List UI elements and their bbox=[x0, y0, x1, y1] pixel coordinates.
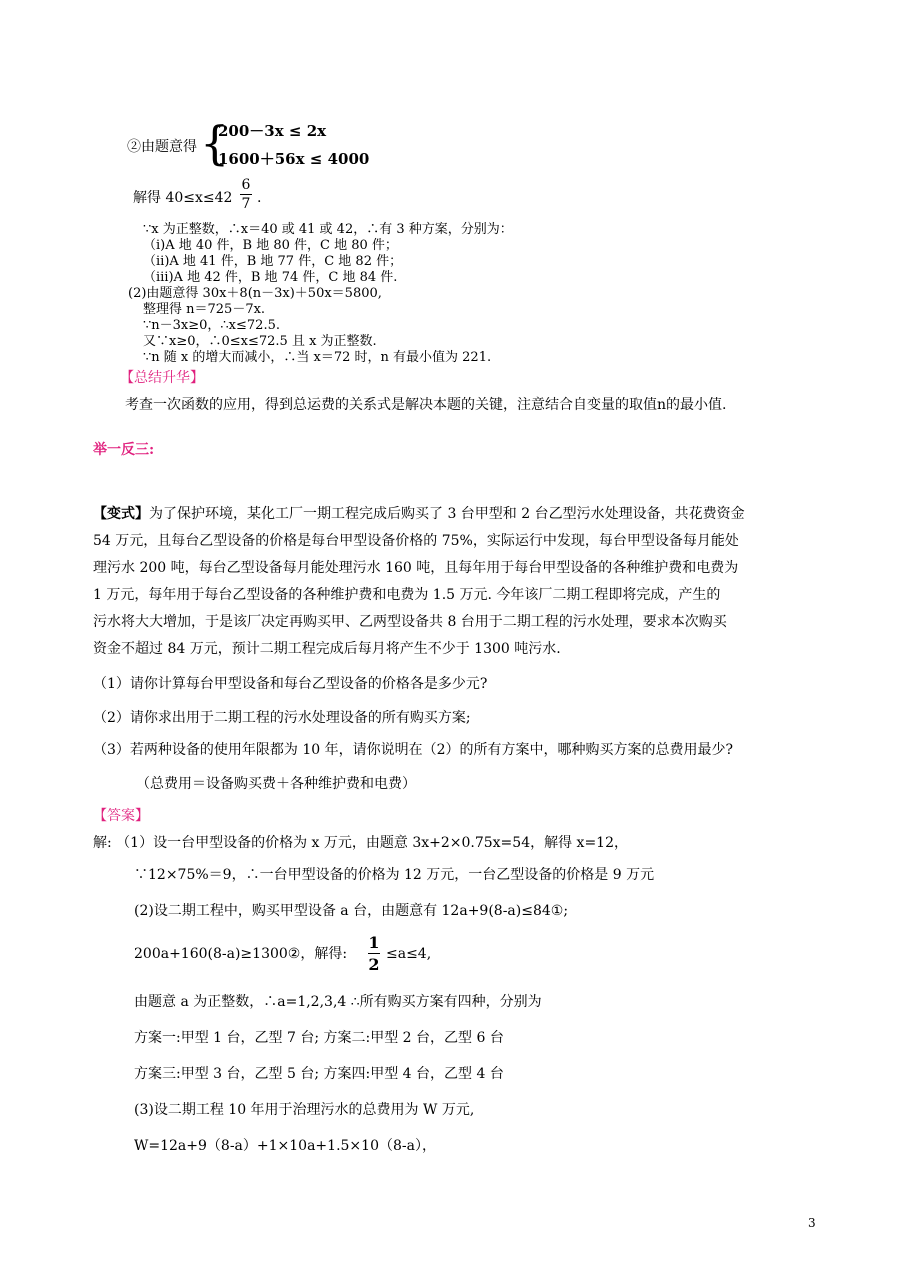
answer-line-2: ∵12×75%＝9，∴一台甲型设备的价格为 12 万元，一台乙型设备的价格是 9 万元 bbox=[134, 867, 655, 883]
fraction-numerator: 6 bbox=[241, 177, 251, 193]
variant-line-5: 污水将大大增加，于是该厂决定再购买甲、乙两型设备共 8 台用于二期工程的污水处理，要求本次购买 bbox=[93, 614, 727, 630]
fraction-denominator: 2 bbox=[368, 955, 380, 974]
answer-line-1: 解: （1）设一台甲型设备的价格为 x 万元，由题意 3x+2×0.75x=54，解得 x=12， bbox=[93, 835, 628, 851]
fraction-numerator: 1 bbox=[368, 933, 380, 952]
answer-line-5: 由题意 a 为正整数，∴a=1,2,3,4 ∴所有购买方案有四种，分别为 bbox=[134, 994, 542, 1010]
summary-text: 考查一次函数的应用，得到总运费的关系式是解决本题的关键，注意结合自变量的取值n的最小值. bbox=[125, 397, 727, 413]
answer-line-9: W=12a+9（8-a）+1×10a+1.5×10（8-a）， bbox=[134, 1138, 436, 1154]
question-2: （2）请你求出用于二期工程的污水处理设备的所有购买方案; bbox=[93, 710, 471, 726]
equation-2: (2)由题意得 30x＋8(n－3x)＋50x＝5800, bbox=[128, 286, 382, 301]
answer-line-4: 200a+160(8-a)≥1300②，解得: bbox=[134, 946, 348, 962]
answer-line-4-suffix: ≤a≤4, bbox=[386, 946, 432, 962]
section-title: 举一反三: bbox=[93, 442, 155, 458]
fraction-bar bbox=[240, 194, 252, 195]
condition-3: ∵n 随 x 的增大而减小，∴当 x＝72 时，n 有最小值为 221. bbox=[143, 350, 492, 365]
fraction-one-half bbox=[368, 933, 380, 974]
page-number: 3 bbox=[808, 1216, 816, 1230]
system-brace: { bbox=[200, 116, 230, 170]
variant-tag: 【变式】 bbox=[93, 506, 149, 522]
solve-range-suffix: . bbox=[257, 190, 262, 206]
answer-heading: 【答案】 bbox=[93, 808, 149, 824]
plan-i: （ⅰ)A 地 40 件，B 地 80 件，C 地 80 件； bbox=[143, 238, 398, 253]
variant-line-1 bbox=[93, 505, 745, 523]
system-intro: ②由题意得 bbox=[127, 139, 197, 155]
answer-line-6: 方案一:甲型 1 台，乙型 7 台; 方案二:甲型 2 台，乙型 6 台 bbox=[134, 1030, 504, 1046]
variant-text-1: 为了保护环境，某化工厂一期工程完成后购买了 3 台甲型和 2 台乙型污水处理设备，共花费资金 bbox=[149, 506, 745, 522]
inequality-2: 1600＋56x ≤ 4000 bbox=[218, 150, 370, 168]
variant-line-4: 1 万元，每年用于每台乙型设备的各种维护费和电费为 1.5 万元. 今年该厂二期工程即将完成，产生的 bbox=[93, 587, 721, 603]
fraction-six-sevenths bbox=[240, 177, 252, 212]
question-1: （1）请你计算每台甲型设备和每台乙型设备的价格各是多少元? bbox=[93, 676, 488, 692]
answer-line-8: (3)设二期工程 10 年用于治理污水的总费用为 W 万元, bbox=[134, 1102, 475, 1118]
cost-note: （总费用＝设备购买费＋各种维护费和电费） bbox=[136, 776, 416, 792]
inequality-1: 200－3x ≤ 2x bbox=[218, 122, 327, 140]
fraction-bar bbox=[368, 953, 380, 954]
question-3: （3）若两种设备的使用年限都为 10 年，请你说明在（2）的所有方案中，哪种购买方案的总费用最少? bbox=[93, 742, 734, 758]
plan-iii: （ⅲ)A 地 42 件，B 地 74 件，C 地 84 件. bbox=[143, 270, 398, 285]
answer-line-7: 方案三:甲型 3 台，乙型 5 台; 方案四:甲型 4 台，乙型 4 台 bbox=[134, 1066, 504, 1082]
plan-ii: （ⅱ)A 地 41 件，B 地 77 件，C 地 82 件； bbox=[143, 254, 403, 269]
condition-2: 又∵x≥0，∴0≤x≤72.5 且 x 为正整数. bbox=[143, 334, 377, 349]
variant-line-2: 54 万元，且每台乙型设备的价格是每台甲型设备价格的 75%，实际运行中发现，每台甲型设备每月能处 bbox=[93, 533, 739, 549]
variant-line-6: 资金不超过 84 万元，预计二期工程完成后每月将产生不少于 1300 吨污水. bbox=[93, 641, 561, 657]
answer-line-3: (2)设二期工程中，购买甲型设备 a 台，由题意有 12a+9(8-a)≤84①; bbox=[134, 903, 569, 919]
variant-line-3: 理污水 200 吨，每台乙型设备每月能处理污水 160 吨，且每年用于每台甲型设备的各种维护费和电费为 bbox=[93, 560, 739, 576]
summary-heading: 【总结升华】 bbox=[120, 370, 204, 386]
fraction-denominator: 7 bbox=[241, 196, 251, 212]
condition-1: ∵n－3x≥0，∴x≤72.5. bbox=[143, 318, 280, 333]
integer-solutions: ∵x 为正整数，∴x＝40 或 41 或 42，∴有 3 种方案，分别为： bbox=[143, 222, 513, 237]
solve-range-text: 解得 40≤x≤42 bbox=[133, 190, 233, 206]
equation-2-simplified: 整理得 n＝725－7x. bbox=[143, 302, 266, 317]
